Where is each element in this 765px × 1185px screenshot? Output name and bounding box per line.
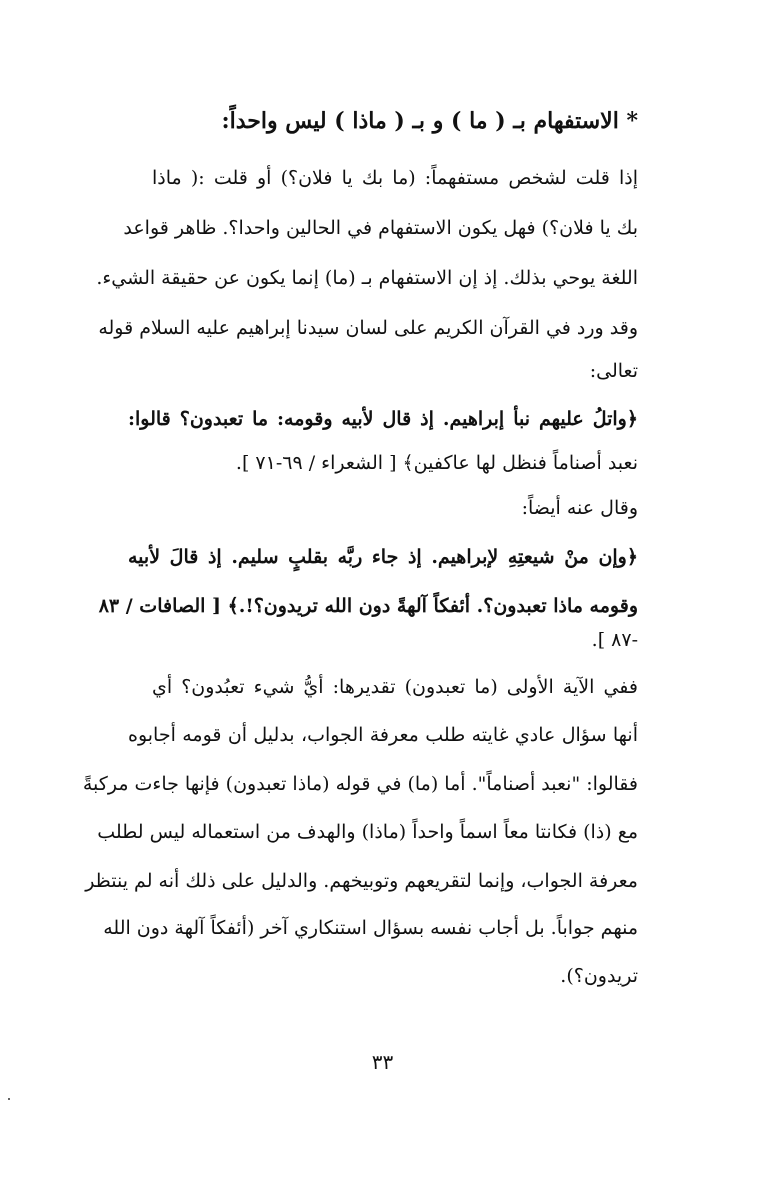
quran-verse-line: ﴿وإن منْ شيعتِهِ لإبراهيم. إذ جاء ربَّه بقلبٍ سليم. إذ قالَ لأبيه bbox=[128, 546, 638, 568]
paragraph-line: تريدون؟). bbox=[560, 965, 638, 987]
scan-speck bbox=[8, 1098, 10, 1100]
quran-verse-line: -٨٧ ]. bbox=[591, 629, 638, 651]
quran-verse-line: ﴿واتلُ عليهم نبأ إبراهيم. إذ قال لأبيه وقومه: ما تعبدون؟ قالوا: bbox=[128, 408, 638, 430]
paragraph-line: أنها سؤال عادي غايته طلب معرفة الجواب، بدليل أن قومه أجابوه bbox=[128, 724, 638, 746]
paragraph-line: تعالى: bbox=[589, 360, 638, 382]
paragraph-line: وقد ورد في القرآن الكريم على لسان سيدنا إبراهيم عليه السلام قوله bbox=[98, 317, 638, 339]
paragraph-line: اللغة يوحي بذلك. إذ إن الاستفهام بـ (ما) إنما يكون عن حقيقة الشيء. bbox=[96, 267, 638, 289]
paragraph-line: منهم جواباً. بل أجاب نفسه بسؤال استنكاري آخر (أئفكاً آلهة دون الله bbox=[103, 917, 638, 939]
quran-verse-line: نعبد أصناماً فنظل لها عاكفين﴾ [ الشعراء / ٦٩-٧١ ]. bbox=[235, 452, 638, 474]
paragraph-line: فقالوا: "نعبد أصناماً". أما (ما) في قوله (ماذا تعبدون) فإنها جاءت مركبةً bbox=[82, 773, 638, 795]
paragraph-line: مع (ذا) فكانتا معاً اسماً واحداً (ماذا) والهدف من استعماله ليس لطلب bbox=[97, 821, 638, 843]
intro-line: وقال عنه أيضاً: bbox=[521, 497, 638, 519]
page-number: ٣٣ bbox=[371, 1050, 394, 1074]
quran-verse-line: وقومه ماذا تعبدون؟. أئفكاً آلهةً دون الله تريدون؟!.﴾ [ الصافات / ٨٣ bbox=[98, 595, 638, 617]
paragraph-line: بك يا فلان؟) فهل يكون الاستفهام في الحالين واحدا؟. ظاهر قواعد bbox=[123, 217, 638, 239]
paragraph-line: إذا قلت لشخص مستفهماً: (ما بك يا فلان؟) أو قلت :( ماذا bbox=[152, 167, 638, 189]
paragraph-line: ففي الآية الأولى (ما تعبدون) تقديرها: أيُّ شيء تعبُدون؟ أي bbox=[152, 676, 638, 698]
section-heading: * الاستفهام بـ ( ما ) و بـ ( ماذا ) ليس واحداً: bbox=[221, 108, 638, 134]
paragraph-line: معرفة الجواب، وإنما لتقريعهم وتوبيخهم. والدليل على ذلك أنه لم ينتظر bbox=[85, 870, 638, 892]
